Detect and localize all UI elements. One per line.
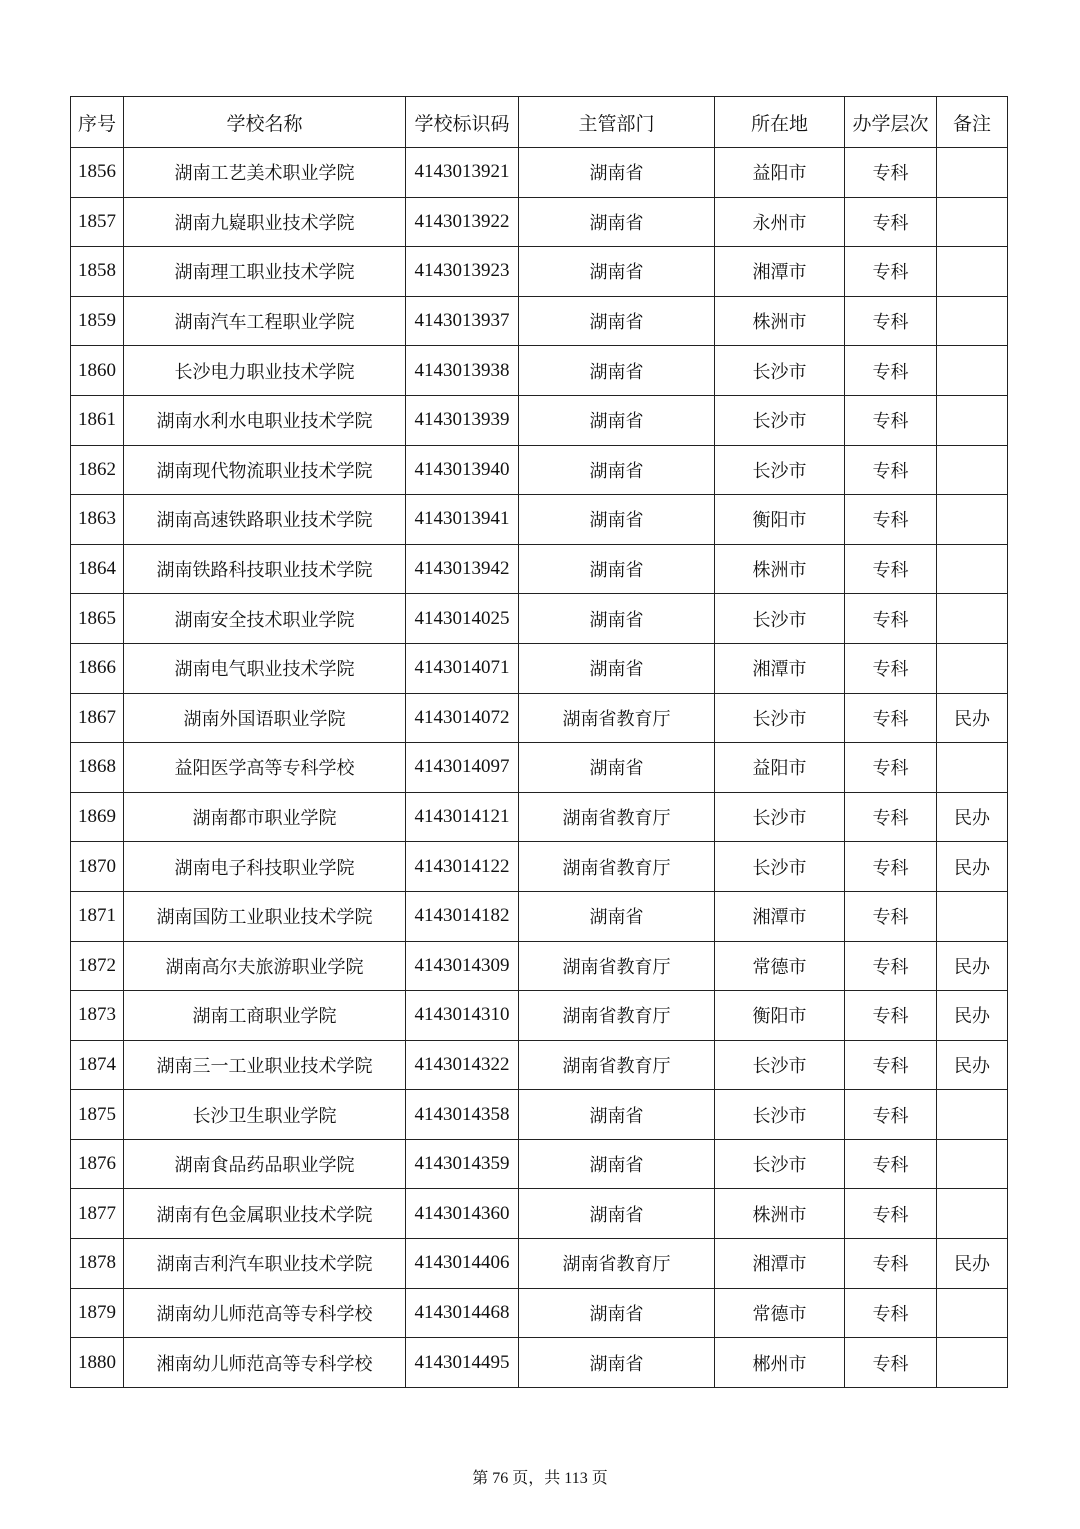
cell-school-code: 4143013923 [406, 247, 519, 297]
cell-department: 湖南省教育厅 [519, 842, 715, 892]
cell-index: 1879 [71, 1288, 124, 1338]
cell-school-name: 湖南幼儿师范高等专科学校 [124, 1288, 406, 1338]
cell-school-name: 湖南国防工业职业技术学院 [124, 891, 406, 941]
cell-location: 衡阳市 [715, 991, 845, 1041]
cell-index: 1856 [71, 148, 124, 198]
cell-level: 专科 [845, 1288, 937, 1338]
cell-location: 益阳市 [715, 148, 845, 198]
table-row [71, 1139, 1008, 1189]
cell-index: 1876 [71, 1139, 124, 1189]
cell-school-name: 湖南外国语职业学院 [124, 693, 406, 743]
cell-index: 1877 [71, 1189, 124, 1239]
cell-department: 湖南省 [519, 1338, 715, 1388]
header-school-name: 学校名称 [124, 97, 406, 148]
cell-level: 专科 [845, 643, 937, 693]
cell-location: 衡阳市 [715, 495, 845, 545]
cell-note [937, 891, 1008, 941]
header-department: 主管部门 [519, 97, 715, 148]
cell-school-code: 4143014071 [406, 643, 519, 693]
cell-department: 湖南省教育厅 [519, 1040, 715, 1090]
cell-location: 株洲市 [715, 544, 845, 594]
cell-school-name: 湖南九嶷职业技术学院 [124, 197, 406, 247]
cell-level: 专科 [845, 1139, 937, 1189]
cell-location: 永州市 [715, 197, 845, 247]
cell-level: 专科 [845, 743, 937, 793]
cell-note [937, 395, 1008, 445]
table-row [71, 792, 1008, 842]
cell-level: 专科 [845, 991, 937, 1041]
cell-school-name: 湖南都市职业学院 [124, 792, 406, 842]
cell-school-code: 4143014182 [406, 891, 519, 941]
header-location: 所在地 [715, 97, 845, 148]
cell-department: 湖南省教育厅 [519, 792, 715, 842]
cell-note [937, 643, 1008, 693]
cell-school-code: 4143013937 [406, 296, 519, 346]
cell-school-name: 湖南理工职业技术学院 [124, 247, 406, 297]
cell-school-code: 4143014309 [406, 941, 519, 991]
cell-index: 1858 [71, 247, 124, 297]
cell-level: 专科 [845, 941, 937, 991]
cell-location: 长沙市 [715, 1090, 845, 1140]
cell-school-code: 4143014358 [406, 1090, 519, 1140]
cell-school-name: 湖南高尔夫旅游职业学院 [124, 941, 406, 991]
cell-school-code: 4143013941 [406, 495, 519, 545]
cell-school-name: 湖南铁路科技职业技术学院 [124, 544, 406, 594]
cell-school-code: 4143014360 [406, 1189, 519, 1239]
cell-department: 湖南省 [519, 643, 715, 693]
cell-school-name: 湖南现代物流职业技术学院 [124, 445, 406, 495]
table-body [71, 148, 1008, 1388]
cell-index: 1860 [71, 346, 124, 396]
cell-department: 湖南省 [519, 544, 715, 594]
cell-level: 专科 [845, 891, 937, 941]
table-row [71, 495, 1008, 545]
table-row [71, 544, 1008, 594]
cell-level: 专科 [845, 445, 937, 495]
cell-department: 湖南省教育厅 [519, 1239, 715, 1289]
table-row [71, 991, 1008, 1041]
cell-school-name: 长沙电力职业技术学院 [124, 346, 406, 396]
cell-department: 湖南省 [519, 1090, 715, 1140]
cell-location: 长沙市 [715, 1040, 845, 1090]
cell-school-name: 湖南食品药品职业学院 [124, 1139, 406, 1189]
cell-school-name: 湖南电气职业技术学院 [124, 643, 406, 693]
cell-location: 益阳市 [715, 743, 845, 793]
table-row [71, 842, 1008, 892]
cell-level: 专科 [845, 296, 937, 346]
cell-note: 民办 [937, 991, 1008, 1041]
cell-index: 1872 [71, 941, 124, 991]
cell-school-name: 湖南安全技术职业学院 [124, 594, 406, 644]
table-row [71, 1090, 1008, 1140]
header-index: 序号 [71, 97, 124, 148]
cell-note: 民办 [937, 792, 1008, 842]
cell-note [937, 247, 1008, 297]
cell-school-code: 4143014122 [406, 842, 519, 892]
cell-location: 株洲市 [715, 1189, 845, 1239]
cell-level: 专科 [845, 693, 937, 743]
cell-location: 长沙市 [715, 594, 845, 644]
school-list-table [70, 96, 1008, 1388]
cell-school-code: 4143014025 [406, 594, 519, 644]
cell-note [937, 594, 1008, 644]
cell-location: 长沙市 [715, 842, 845, 892]
cell-school-code: 4143013921 [406, 148, 519, 198]
table-row [71, 296, 1008, 346]
cell-school-code: 4143014468 [406, 1288, 519, 1338]
header-school-code: 学校标识码 [406, 97, 519, 148]
cell-location: 株洲市 [715, 296, 845, 346]
table-row [71, 941, 1008, 991]
cell-school-name: 益阳医学高等专科学校 [124, 743, 406, 793]
cell-location: 湘潭市 [715, 1239, 845, 1289]
table-row [71, 445, 1008, 495]
cell-note [937, 346, 1008, 396]
cell-school-code: 4143014359 [406, 1139, 519, 1189]
cell-school-code: 4143014121 [406, 792, 519, 842]
cell-level: 专科 [845, 842, 937, 892]
cell-location: 郴州市 [715, 1338, 845, 1388]
cell-index: 1864 [71, 544, 124, 594]
cell-index: 1869 [71, 792, 124, 842]
cell-index: 1873 [71, 991, 124, 1041]
table-row [71, 346, 1008, 396]
table-row [71, 594, 1008, 644]
cell-location: 长沙市 [715, 1139, 845, 1189]
cell-department: 湖南省 [519, 1288, 715, 1338]
cell-department: 湖南省 [519, 743, 715, 793]
cell-department: 湖南省 [519, 197, 715, 247]
cell-department: 湖南省 [519, 346, 715, 396]
cell-location: 长沙市 [715, 792, 845, 842]
table-row [71, 693, 1008, 743]
cell-school-code: 4143013938 [406, 346, 519, 396]
cell-note [937, 197, 1008, 247]
cell-level: 专科 [845, 495, 937, 545]
cell-level: 专科 [845, 247, 937, 297]
table-header [71, 97, 1008, 148]
cell-department: 湖南省 [519, 495, 715, 545]
cell-department: 湖南省 [519, 445, 715, 495]
cell-school-code: 4143013939 [406, 395, 519, 445]
cell-school-code: 4143013922 [406, 197, 519, 247]
cell-note [937, 296, 1008, 346]
cell-school-name: 湖南水利水电职业技术学院 [124, 395, 406, 445]
cell-index: 1863 [71, 495, 124, 545]
cell-school-name: 湖南三一工业职业技术学院 [124, 1040, 406, 1090]
cell-school-name: 湖南汽车工程职业学院 [124, 296, 406, 346]
cell-note [937, 1090, 1008, 1140]
cell-location: 长沙市 [715, 346, 845, 396]
table-row [71, 1288, 1008, 1338]
cell-school-name: 湖南工艺美术职业学院 [124, 148, 406, 198]
cell-school-name: 长沙卫生职业学院 [124, 1090, 406, 1140]
cell-index: 1874 [71, 1040, 124, 1090]
cell-level: 专科 [845, 197, 937, 247]
cell-level: 专科 [845, 346, 937, 396]
cell-index: 1862 [71, 445, 124, 495]
cell-note [937, 544, 1008, 594]
cell-department: 湖南省教育厅 [519, 693, 715, 743]
table-row [71, 1040, 1008, 1090]
cell-note [937, 1288, 1008, 1338]
cell-department: 湖南省 [519, 1189, 715, 1239]
cell-department: 湖南省 [519, 247, 715, 297]
cell-location: 湘潭市 [715, 247, 845, 297]
cell-note [937, 1139, 1008, 1189]
cell-location: 常德市 [715, 941, 845, 991]
cell-location: 湘潭市 [715, 891, 845, 941]
cell-note: 民办 [937, 1239, 1008, 1289]
cell-level: 专科 [845, 1090, 937, 1140]
cell-department: 湖南省 [519, 395, 715, 445]
table-row [71, 1338, 1008, 1388]
cell-school-code: 4143014072 [406, 693, 519, 743]
table-row [71, 891, 1008, 941]
cell-location: 湘潭市 [715, 643, 845, 693]
cell-school-name: 湖南吉利汽车职业技术学院 [124, 1239, 406, 1289]
cell-school-name: 湖南工商职业学院 [124, 991, 406, 1041]
table-row [71, 247, 1008, 297]
cell-school-code: 4143013942 [406, 544, 519, 594]
cell-department: 湖南省 [519, 891, 715, 941]
cell-location: 长沙市 [715, 693, 845, 743]
cell-index: 1867 [71, 693, 124, 743]
cell-note: 民办 [937, 1040, 1008, 1090]
cell-school-code: 4143013940 [406, 445, 519, 495]
cell-note [937, 495, 1008, 545]
cell-level: 专科 [845, 395, 937, 445]
cell-index: 1868 [71, 743, 124, 793]
table-row [71, 1239, 1008, 1289]
cell-level: 专科 [845, 1239, 937, 1289]
cell-department: 湖南省教育厅 [519, 991, 715, 1041]
cell-note: 民办 [937, 693, 1008, 743]
cell-index: 1866 [71, 643, 124, 693]
page-number: 第 76 页，共 113 页 [472, 1470, 608, 1487]
cell-note [937, 148, 1008, 198]
cell-index: 1878 [71, 1239, 124, 1289]
cell-level: 专科 [845, 148, 937, 198]
cell-level: 专科 [845, 1189, 937, 1239]
cell-note [937, 445, 1008, 495]
cell-level: 专科 [845, 594, 937, 644]
table-row [71, 148, 1008, 198]
cell-department: 湖南省 [519, 594, 715, 644]
header-row [71, 97, 1008, 148]
cell-department: 湖南省教育厅 [519, 941, 715, 991]
table-row [71, 743, 1008, 793]
cell-school-name: 湖南电子科技职业学院 [124, 842, 406, 892]
cell-school-code: 4143014322 [406, 1040, 519, 1090]
cell-location: 长沙市 [715, 445, 845, 495]
cell-index: 1875 [71, 1090, 124, 1140]
cell-school-code: 4143014406 [406, 1239, 519, 1289]
cell-school-name: 湖南有色金属职业技术学院 [124, 1189, 406, 1239]
cell-location: 常德市 [715, 1288, 845, 1338]
cell-note: 民办 [937, 941, 1008, 991]
table-row [71, 395, 1008, 445]
cell-school-code: 4143014310 [406, 991, 519, 1041]
cell-note [937, 1189, 1008, 1239]
table-row [71, 197, 1008, 247]
cell-index: 1861 [71, 395, 124, 445]
cell-school-name: 湘南幼儿师范高等专科学校 [124, 1338, 406, 1388]
cell-note: 民办 [937, 842, 1008, 892]
cell-index: 1870 [71, 842, 124, 892]
header-note: 备注 [937, 97, 1008, 148]
cell-note [937, 1338, 1008, 1388]
table-row [71, 643, 1008, 693]
cell-school-name: 湖南高速铁路职业技术学院 [124, 495, 406, 545]
school-list-table-container [70, 96, 1007, 1388]
cell-location: 长沙市 [715, 395, 845, 445]
cell-note [937, 743, 1008, 793]
cell-department: 湖南省 [519, 296, 715, 346]
cell-level: 专科 [845, 792, 937, 842]
cell-school-code: 4143014097 [406, 743, 519, 793]
cell-index: 1857 [71, 197, 124, 247]
cell-level: 专科 [845, 1040, 937, 1090]
cell-index: 1880 [71, 1338, 124, 1388]
cell-index: 1871 [71, 891, 124, 941]
cell-index: 1865 [71, 594, 124, 644]
header-level: 办学层次 [845, 97, 937, 148]
table-row [71, 1189, 1008, 1239]
cell-department: 湖南省 [519, 148, 715, 198]
cell-level: 专科 [845, 544, 937, 594]
cell-department: 湖南省 [519, 1139, 715, 1189]
cell-level: 专科 [845, 1338, 937, 1388]
cell-index: 1859 [71, 296, 124, 346]
cell-school-code: 4143014495 [406, 1338, 519, 1388]
